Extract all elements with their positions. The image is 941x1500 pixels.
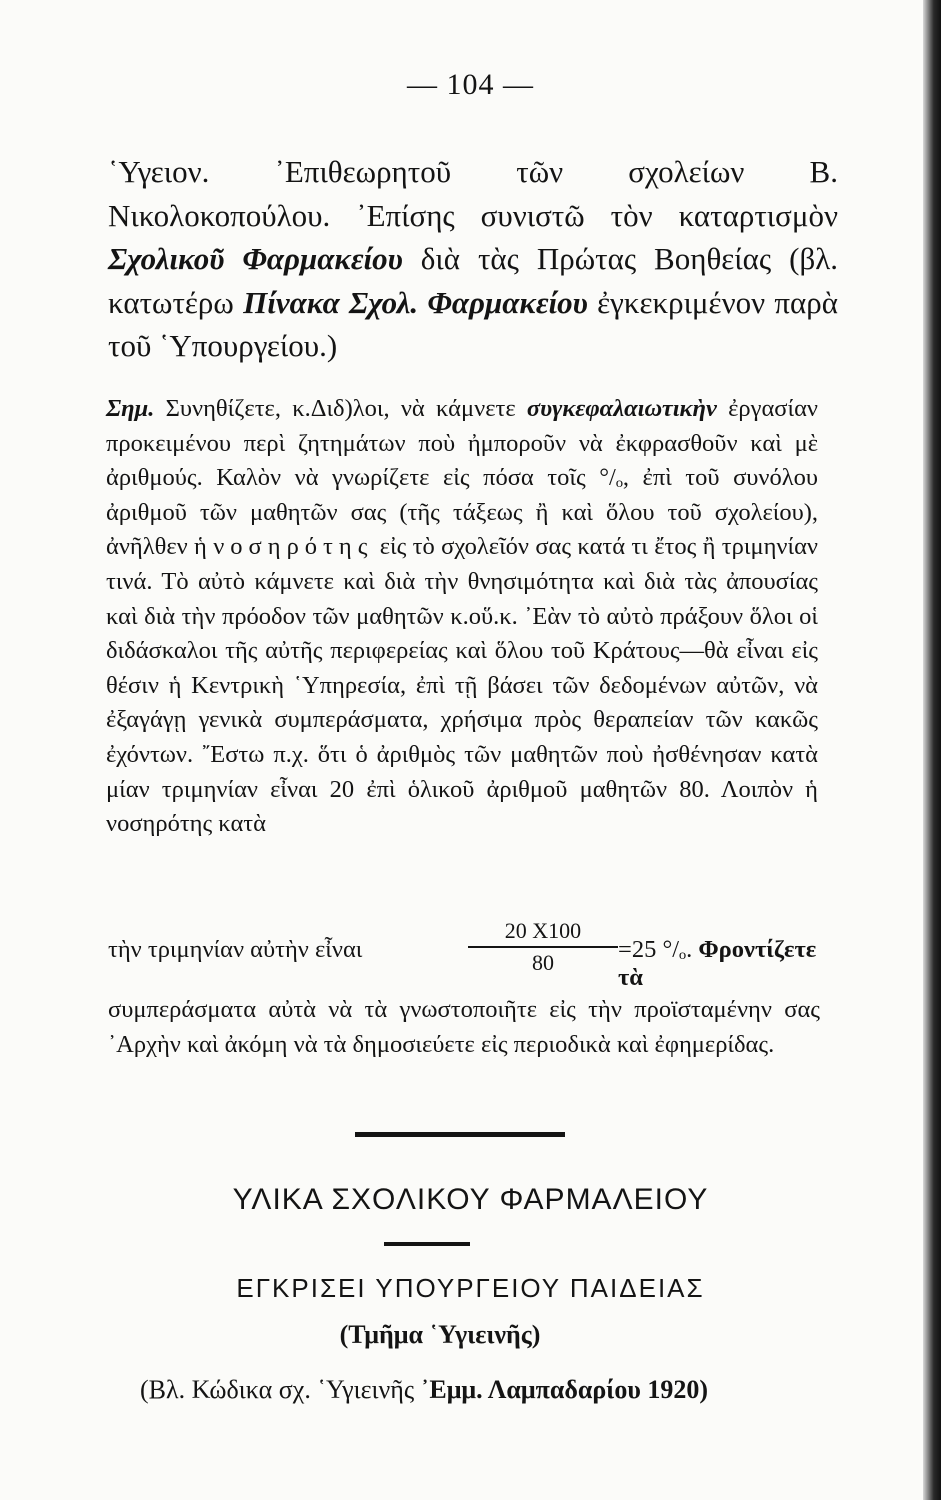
formula-prefix: τὴν τριμηνίαν αὐτὴν εἶναι [108, 936, 363, 963]
formula-line [108, 918, 828, 991]
note-paragraph [106, 392, 818, 842]
note-text-3: εἰς τὸ σχολεῖόν σας κατά τι ἔτος ἢ τριμηνίαν τινά. Τὸ αὐτὸ κάμνετε καὶ διὰ τὴν θνησιμότητα καὶ διὰ τὰς ἀπουσίας καὶ διὰ τὴν πρόοδον τῶν μαθητῶν κ.οὕ.κ. ᾿Εὰν τὸ αὐτὸ πράξουν ὅλοι οἱ διδάσκαλοι τῆς αὐτῆς περιφερείας καὶ ὅλου τοῦ Κράτους—θὰ εἶναι εἰς θέσιν ἡ Κεντρικὴ ῾Υπηρεσία, ἐπὶ τῇ βάσει τῶν δεδομένων αὐτῶν, νὰ ἐξαγάγῃ γενικὰ συμπεράσματα, χρήσιμα πρὸς θεραπείαν τῶν κακῶς ἐχόντων. ῎Εστω π.χ. ὅτι ὁ ἀριθμὸς τῶν μαθητῶν ποὺ ἠσθένησαν κατὰ μίαν τριμηνίαν εἶναι 20 ἐπὶ ὁλικοῦ ἀριθμοῦ μαθητῶν 80. Λοιπὸν ἡ νοσηρότης κατὰ [106, 533, 818, 838]
intro-text-1: ῾Υγειον. ᾿Επιθεωρητοῦ τῶν σχολείων Β. Νικολοκοπούλου. ᾿Επίσης συνιστῶ τὸν καταρτισμὸν [108, 154, 838, 233]
fraction-numerator: 20 X100 [504, 918, 582, 943]
intro-text-3: ἐγκεκριμένον παρὰ τοῦ ῾Υπουργείου.) [108, 284, 839, 363]
intro-text-2: διὰ τὰς Πρώτας Βοηθείας (βλ. κατωτέρω [108, 241, 838, 320]
note-spaced-word: νοσηρότης [213, 533, 374, 561]
note-text-2: ἐργασίαν προκειμένου περὶ ζητημάτων ποὺ ἠμποροῦν νὰ ἐκφρασθοῦν καὶ μὲ ἀριθμούς. Καλὸν νὰ γνωρίζετε εἰς πόσα τοῖς °/ₒ, ἐπὶ τοῦ συνόλου ἀριθμοῦ τῶν μαθητῶν σας (τῆς τάξεως ἢ καὶ ὅλου τοῦ σχολείου), ἀνῆλθεν ἡ [106, 395, 818, 561]
formula-suffix [618, 936, 828, 992]
formula-post-text: Φροντίζετε τὰ [618, 936, 817, 991]
fraction-denominator: 80 [532, 950, 554, 975]
note-text-1: Συνηθίζετε, κ.Διδ)λοι, νὰ κάμνετε [154, 395, 527, 422]
heading-underline [384, 1242, 470, 1246]
formula-fraction [468, 918, 618, 976]
note-bold-1: συγκεφαλαιωτικὴν [526, 395, 717, 422]
formula-result: =25 °/ₒ. [618, 936, 693, 963]
note-label: Σημ. [106, 395, 155, 422]
reference-text: (Βλ. Κώδικα σχ. ῾Υγιεινῆς [140, 1375, 421, 1404]
intro-bold-1: Σχολικοῦ Φαρμακείου [108, 241, 403, 276]
section-divider [355, 1132, 565, 1137]
paragraph-intro [108, 150, 838, 368]
subheading-approval: ΕΓΚΡΙΣΕΙ ΥΠΟΥΡΓΕΙΟΥ ΠΑΙΔΕΙΑΣ [236, 1273, 705, 1303]
section-heading: ΥΛΙΚΑ ΣΧΟΛΙΚΟΥ ΦΑΡΜΑΛΕΙΟΥ [232, 1183, 709, 1216]
subheading-department: (Τμῆμα ῾Υγιεινῆς) [339, 1320, 541, 1349]
fraction-bar [468, 946, 618, 948]
reference-bold: ᾿Εμμ. Λαμπαδαρίου 1920) [420, 1375, 709, 1404]
paragraph-end: συμπεράσματα αὐτὰ νὰ τὰ γνωστοποιῆτε εἰς τὴν προϊσταμένην σας ᾿Αρχὴν καὶ ἀκόμη νὰ τὰ δημοσιεύετε εἰς περιοδικὰ καὶ ἐφημερίδας. [108, 996, 820, 1058]
reference-line [140, 1375, 840, 1405]
page-number: — 104 — [407, 68, 534, 101]
intro-bold-2: Πίνακα Σχολ. Φαρμακείου [243, 284, 588, 320]
